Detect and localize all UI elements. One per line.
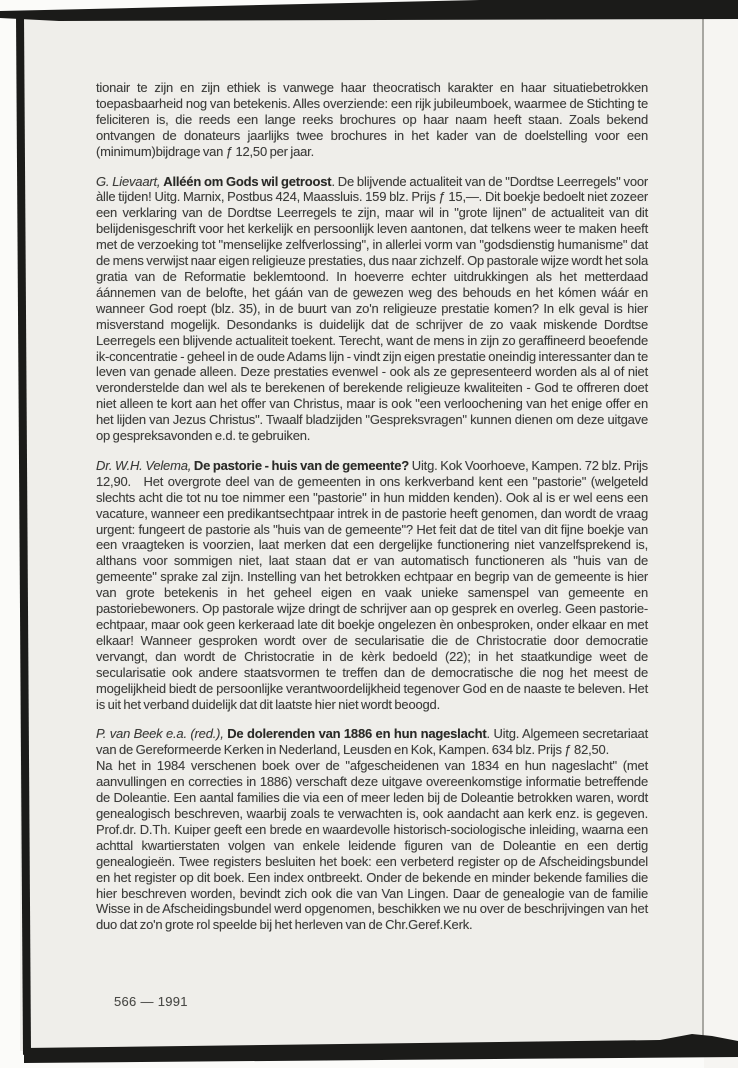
page-edge-line [702, 18, 704, 1040]
scan-bed-margin [704, 0, 738, 1068]
text-segment-normal: . De blijvende actualiteit van de "Dordtse Leerregels" voor àlle tijden! Uitg. Marnix, Postbus 424, Maassluis. 159 blz. Prijs ƒ 15,—. Dit boekje bedoelt niet zozeer een verklaring van de Dordtse Leerregels te zijn, maar wil in "grote lijnen" de actualiteit van dit belijdenisgeschrift voor het kerkelijk en persoonlijk leven aantonen, dat telkens weer te maken heeft met de verzoeking tot "menselijke zelfverlossing", in allerlei vorm van "godsdienstig humanisme" dat de mens verwijst naar eigen religieuze prestaties, dus naar zichzelf. Op pastorale wijze wordt het sola gratia van de Reformatie beklemtoond. In hoeverre echter uitdrukkingen als het metterdaad áánnemen van de belofte, het gáán van de gewezen weg des behouds en het kómen wáár en wanneer God roept (blz. 35), in de buurt van zo'n religieuze prestatie komen? In elk geval is hier misverstand mogelijk. Desondanks is duidelijk dat de schrijver de zo vaak miskende Dordtse Leerregels een blijvende actualiteit toekent. Terecht, want de mens in zijn zo geraffineerd beoefende ik-concentratie - geheel in de oude Adams lijn - vindt zijn eigen prestatie oneindig interessanter dan te leven van genade alleen. Deze prestaties evenwel - ook als ze gepresenteerd worden als al of niet veronderstelde dan wel als te berekenen of berekende religieuze kwaliteiten - God te offreren doet niet alleen te kort aan het offer van Christus, maar is ook "een verloochening van het enige offer en het lijden van Jezus Christus". Twaalf bladzijden "Gespreksvragen" kunnen dienen om deze uitgave op gespreksavonden e.d. te gebruiken. [96, 173, 649, 444]
review-vanbeek-heading [96, 726, 648, 758]
review-vanbeek-body [96, 758, 648, 933]
text-segment-normal: . Uitg. Algemeen secretariaat van de Gereformeerde Kerken in Nederland, Leusden en Kok, Kampen. 634 blz. Prijs ƒ 82,50. [96, 726, 648, 758]
text-segment-bold: De dolerenden van 1886 en hun nageslacht [227, 726, 487, 742]
text-segment-italic: Dr. W.H. Velema, [96, 457, 194, 473]
review-velema [96, 458, 648, 713]
text-segment-bold: De pastorie - huis van de gemeente? [193, 457, 410, 473]
text-segment-bold: Alléén om Gods wil getroost [163, 173, 332, 189]
text-segment-normal: tionair te zijn en zijn ethiek is vanwege haar theocratisch karakter en haar situatiebetrokken toepasbaarheid nog van betekenis. Alles overziende: een rijk jubileumboek, waarmee de Stichting te feliciteren is, die reeds een lange reeks brochures op haar naam heeft staan. Zoals bekend ontvangen de donateurs jaarlijks twee brochures in het kader van de doelstelling voor een (minimum)bijdrage van ƒ 12,50 per jaar. [96, 80, 648, 159]
text-segment-italic: P. van Beek e.a. (red.), [96, 726, 228, 742]
text-segment-normal: Na het in 1984 verschenen boek over de "afgescheidenen van 1834 en hun nageslacht" (met aanvullingen en correcties in 1886) verschaft deze uitgave overeenkomstige informatie betreffende de Doleantie. Een aantal families die via een of meer leden bij de Doleantie betrokken waren, wordt genealogisch beschreven, waarbij zoals te verwachten is, ook aandacht aan kerk enz. is gegeven. Prof.dr. D.Th. Kuiper geeft een brede en waardevolle historisch-sociologische inleiding, waarna een achttal kwartierstaten volgen van enkele leidende figuren van de Doleantie en een dertig genealogieën. Twee registers besluiten het boek: een verbeterd register op de Afscheidingsbundel en het register op dit boek. Een index ontbreekt. Onder de bekende en minder bekende families die hier beschreven worden, bevindt zich ook die van Van Lingen. Daar de genealogie van de familie Wisse in de Afscheidingsbundel werd opgenomen, beschikken we nu over de beschrijvingen van het duo dat zo'n grote rol speelde bij het herleven van de Chr.Geref.Kerk. [96, 758, 648, 933]
review-text-block [96, 80, 648, 933]
text-segment-italic: G. Lievaart, [96, 173, 164, 189]
text-segment-normal: Uitg. Kok Voorhoeve, Kampen. 72 blz. Prijs 12,90. Het overgrote deel van de gemeenten in ons kerkverband kent een "pastorie" (welgeteld slechts acht die tot nu toe nimmer een "pastorie" in hun midden kenden). Ook al is er wel eens een vacature, wanneer een predikantsechtpaar intrek in de pastorie heeft genomen, dan wordt de vraag urgent: fungeert de pastorie als "huis van de gemeente"? Het feit dat de titel van dit fijne boekje van een vraagteken is voorzien, laat merken dat een dergelijke functionering niet vanzelfsprekend is, althans voor sommigen niet, laat staan dat er van automatisch functioneren als "huis van de gemeente" sprake zal zijn. Instelling van het betrokken echtpaar en begrip van de gemeente is hier van grote betekenis in het geheel eigen en vaak unieke samenspel van gemeente en pastoriebewoners. Op pastorale wijze dringt de schrijver aan op gesprek en overleg. Geen pastorie-echtpaar, maar ook geen kerkeraad late dit boekje ongelezen èn onbesproken, onder elkaar en met elkaar! Wanneer gesproken wordt over de secularisatie die de Christocratie door democratie vervangt, dan wordt de Christocratie in de kèrk bedoeld (22); in het staatkundige weet de secularisatie ook andere staatsvormen te treffen dan de democratische die nog het meest de mogelijkheid biedt de persoonlijke verantwoordelijkheid tegenover God en de naaste te beleven. Het is uit het verband duidelijk dat dit laatste hier niet wordt beoogd. [96, 457, 648, 712]
book-page [20, 13, 703, 1051]
review-lievaart [96, 174, 648, 444]
page-number: 566 — 1991 [114, 994, 188, 1009]
paragraph-continuation [96, 80, 648, 160]
page-footer [114, 994, 188, 1009]
